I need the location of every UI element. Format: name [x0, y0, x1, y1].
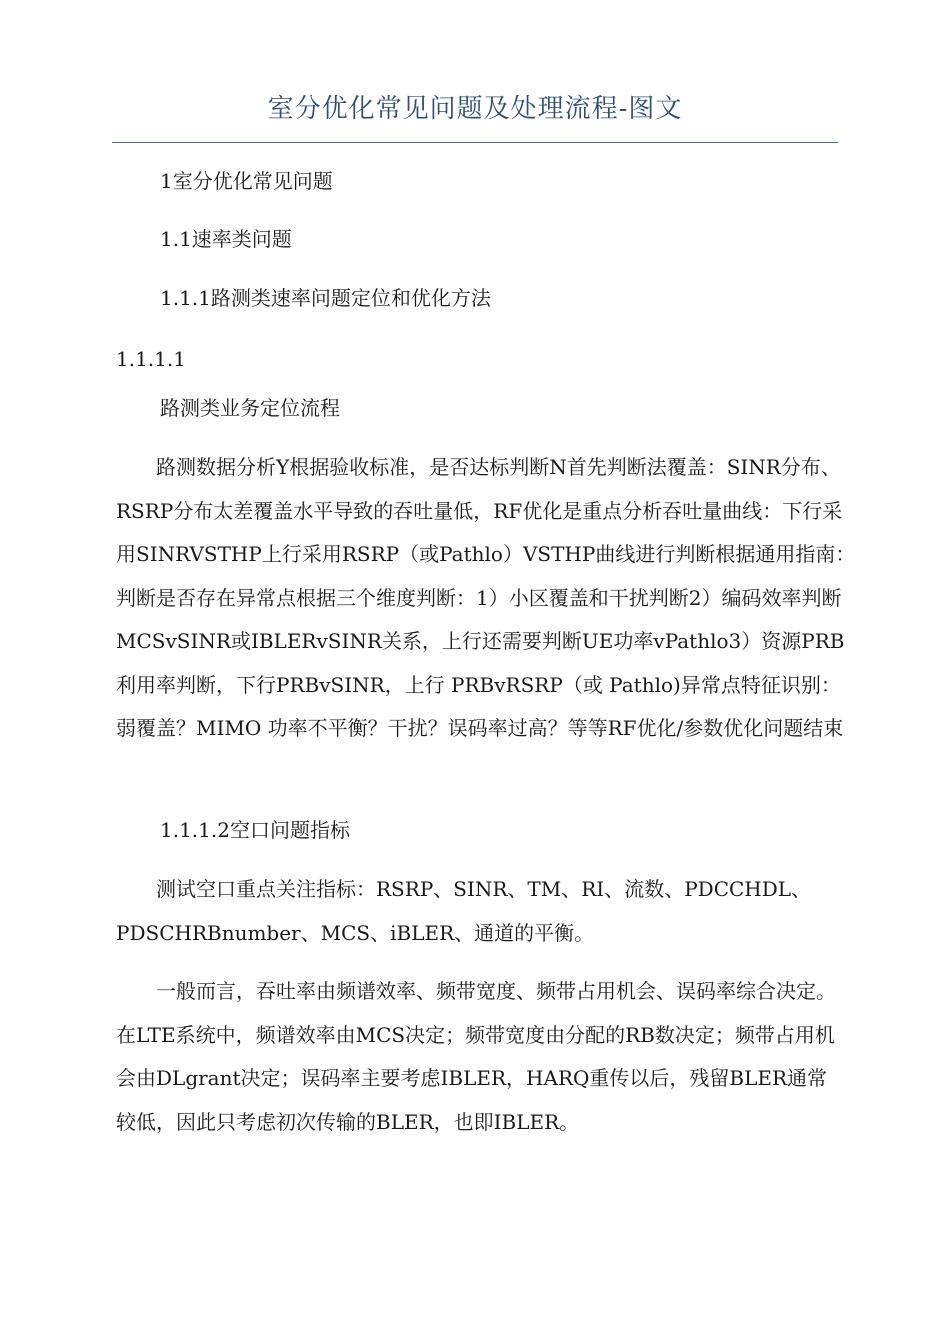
heading-1-1-1: 1.1.1路测类速率问题定位和优化方法 — [160, 286, 491, 310]
paragraph-air-interface-metrics: 测试空口重点关注指标：RSRP、SINR、TM、RI、流数、PDCCHDL、PDSCHRBnumber、MCS、iBLER、通道的平衡。 — [116, 877, 812, 945]
heading-1-1: 1.1速率类问题 — [160, 227, 292, 251]
paragraph-flow-description: 路测数据分析Y根据验收标准，是否达标判断N首先判断法覆盖：SINR分布、RSRP分布太差覆盖水平导致的吞吐量低，RF优化是重点分析吞吐量曲线：下行采用SINRVSTHP上行采用RSRP（或Pathlo）VSTHP曲线进行判断根据通用指南：判断是否存在异常点根据三个维度判断：1）小区覆盖和干扰判断2）编码效率判断MCSvSINR或IBLERvSINR关系，上行还需要判断UE功率vPathlo3）资源PRB利用率判断，下行PRBvSINR，上行 PRBvRSRP（或 Pathlo)异常点特征识别：弱覆盖？MIMO 功率不平衡？干扰？误码率过高？等等RF优化/参数优化问题结束 — [116, 455, 856, 740]
heading-1-1-1-1-number: 1.1.1.1 — [116, 347, 186, 371]
document-title: 室分优化常见问题及处理流程-图文 — [267, 94, 683, 124]
heading-1: 1室分优化常见问题 — [160, 169, 333, 193]
title-divider — [112, 142, 838, 143]
heading-1-1-1-2: 1.1.1.2空口问题指标 — [160, 818, 350, 842]
heading-1-1-1-1-text: 路测类业务定位流程 — [160, 396, 340, 420]
paragraph-throughput-factors: 一般而言，吞吐率由频谱效率、频带宽度、频带占用机会、误码率综合决定。在LTE系统中，频谱效率由MCS决定；频带宽度由分配的RB数决定；频带占用机会由DLgrant决定；误码率主要考虑IBLER，HARQ重传以后，残留BLER通常较低，因此只考虑初次传输的BLER，也即IBLER。 — [116, 979, 836, 1134]
